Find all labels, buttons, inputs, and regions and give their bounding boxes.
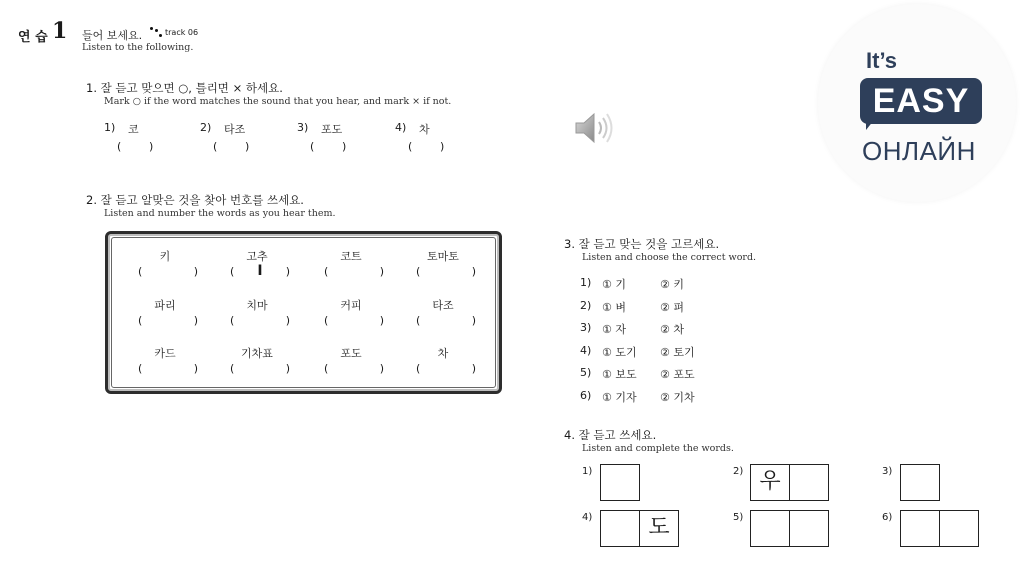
ex3-question-row [580,366,695,382]
ex4-item-number: 4) [582,512,593,523]
logo-easy-text: EASY [860,78,982,124]
ex2-answer-blank[interactable] [230,362,290,375]
ex1-instruction: Mark ○ if the word matches the sound that you hear, and mark × if not. [104,96,452,107]
ex1-item-number: 2) [200,121,212,134]
ex3-option-2[interactable]: ② 기차 [660,390,695,404]
ex2-word: 타조 [432,299,454,312]
ex3-question-row [580,344,695,360]
close-paren: ) [471,314,476,327]
ex3-title: 3. 잘 듣고 맞는 것을 고르세요. [564,237,720,251]
ex4-item-number: 1) [582,466,593,477]
ex1-item-word: 차 [419,123,430,136]
close-paren: ) [285,314,290,327]
ex1-answer-open-paren[interactable]: ( [117,140,122,153]
ex2-answer-blank[interactable] [230,265,290,278]
ex2-word: 카드 [154,347,176,360]
ex2-word: 커피 [340,299,362,312]
ex1-answer-close-paren[interactable]: ) [440,140,445,153]
open-paren: ( [324,362,329,375]
ex2-answer-blank[interactable] [138,265,198,278]
close-paren: ) [193,265,198,278]
ex2-answer-blank[interactable] [324,265,384,278]
ex2-word: 파리 [154,299,176,312]
ex4-letter-box[interactable] [900,510,940,547]
ex4-instruction: Listen and complete the words. [582,443,734,454]
open-paren: ( [230,362,235,375]
ex4-item-number: 2) [733,466,744,477]
open-paren: ( [138,265,143,278]
ex2-answer-blank[interactable] [324,362,384,375]
close-paren: ) [379,362,384,375]
logo-speech-tail-icon [866,120,874,130]
ex1-item-number: 3) [297,121,309,134]
ex4-letter-box[interactable] [789,510,829,547]
ex1-item-word: 타조 [224,123,246,136]
ex3-question-row [580,276,684,292]
ex4-letter-box[interactable]: 도 [639,510,679,547]
page-title: 들어 보세요. [82,29,143,42]
ex2-answer-blank[interactable] [138,362,198,375]
ex1-item-number: 4) [395,121,407,134]
ex3-option-1[interactable]: ① 기 [602,278,626,291]
ex2-answer-blank[interactable] [416,265,476,278]
ex2-instruction: Listen and number the words as you hear them. [104,208,336,219]
ex1-answer-open-paren[interactable]: ( [213,140,218,153]
ex4-letter-box[interactable]: 우 [750,464,790,501]
ex2-word: 차 [437,347,449,360]
close-paren: ) [285,265,290,278]
ex2-answer-blank[interactable] [324,314,384,327]
ex1-item-word: 포도 [321,123,343,136]
open-paren: ( [416,265,421,278]
ex2-title: 2. 잘 듣고 알맞은 것을 찾아 번호를 쓰세요. [86,193,304,207]
close-paren: ) [379,314,384,327]
ex4-letter-box[interactable] [750,510,790,547]
ex4-item-number: 5) [733,512,744,523]
ex3-question-number: 2) [580,298,592,312]
close-paren: ) [379,265,384,278]
lesson-number: 1 [52,18,68,44]
ex3-option-2[interactable]: ② 펴 [660,300,684,314]
ex2-answer-blank[interactable] [416,362,476,375]
ex2-word: 기차표 [241,347,273,360]
ex2-word: 포도 [340,347,362,360]
close-paren: ) [193,362,198,375]
open-paren: ( [230,314,235,327]
ex2-word: 고추 [246,250,268,263]
ex3-question-number: 4) [580,343,592,357]
ex1-title: 1. 잘 듣고 맞으면 ○, 틀리면 × 하세요. [86,81,283,95]
ex4-letter-box[interactable] [939,510,979,547]
ex1-answer-close-paren[interactable]: ) [342,140,347,153]
ex4-letter-box[interactable] [900,464,940,501]
logo-its-text: It’s [866,48,897,73]
ex2-word: 치마 [246,299,268,312]
open-paren: ( [138,362,143,375]
track-dots-icon [150,26,164,38]
track-label: track 06 [165,28,199,37]
ex2-word: 키 [159,250,171,263]
lesson-label: 연 습 [18,30,48,45]
ex3-option-2[interactable]: ② 차 [660,323,684,336]
open-paren: ( [416,314,421,327]
ex1-item-number: 1) [104,121,116,134]
ex3-question-number: 5) [580,366,592,379]
ex3-question-row [580,321,684,337]
ex3-question-row [580,299,684,315]
open-paren: ( [230,265,235,278]
ex4-letter-box[interactable] [600,510,640,547]
ex3-question-number: 3) [580,321,592,334]
close-paren: ) [285,362,290,375]
ex3-option-2[interactable]: ② 포도 [660,368,695,381]
open-paren: ( [324,314,329,327]
speaker-icon[interactable] [572,110,620,146]
ex2-answer-blank[interactable] [416,314,476,327]
close-paren: ) [471,265,476,278]
ex1-item-word: 코 [128,123,139,136]
page-subtitle: Listen to the following. [82,42,194,53]
ex4-item-number: 3) [882,466,893,477]
ex3-option-1[interactable]: ① 보도 [602,368,637,381]
open-paren: ( [324,265,329,278]
ex2-word: 코트 [340,250,362,263]
ex2-answer-blank[interactable] [230,314,290,327]
ex3-question-number: 1) [580,276,592,289]
open-paren: ( [138,314,143,327]
ex3-instruction: Listen and choose the correct word. [582,252,757,263]
ex1-answer-open-paren[interactable]: ( [310,140,315,153]
ex3-option-2[interactable]: ② 키 [660,278,684,291]
ex3-option-1[interactable]: ① 기자 [602,390,637,404]
ex3-option-2[interactable]: ② 토기 [660,345,695,359]
open-paren: ( [416,362,421,375]
ex4-letter-box[interactable] [600,464,640,501]
ex4-title: 4. 잘 듣고 쓰세요. [564,428,657,442]
ex3-option-1[interactable]: ① 자 [602,323,626,336]
ex3-question-number: 6) [580,388,592,402]
logo-online-text: ОНЛАЙН [862,136,976,166]
ex4-item-number: 6) [882,512,893,523]
ex1-answer-close-paren[interactable]: ) [149,140,154,153]
ex3-option-1[interactable]: ① 도기 [602,345,637,359]
ex3-question-row [580,389,695,405]
ex1-answer-open-paren[interactable]: ( [408,140,413,153]
ex1-answer-close-paren[interactable]: ) [245,140,250,153]
close-paren: ) [193,314,198,327]
close-paren: ) [471,362,476,375]
ex4-letter-box[interactable] [789,464,829,501]
ex2-answer-mark: I [257,263,263,279]
ex2-word: 토마토 [427,250,459,263]
ex3-option-1[interactable]: ① 벼 [602,300,626,314]
ex2-answer-blank[interactable] [138,314,198,327]
